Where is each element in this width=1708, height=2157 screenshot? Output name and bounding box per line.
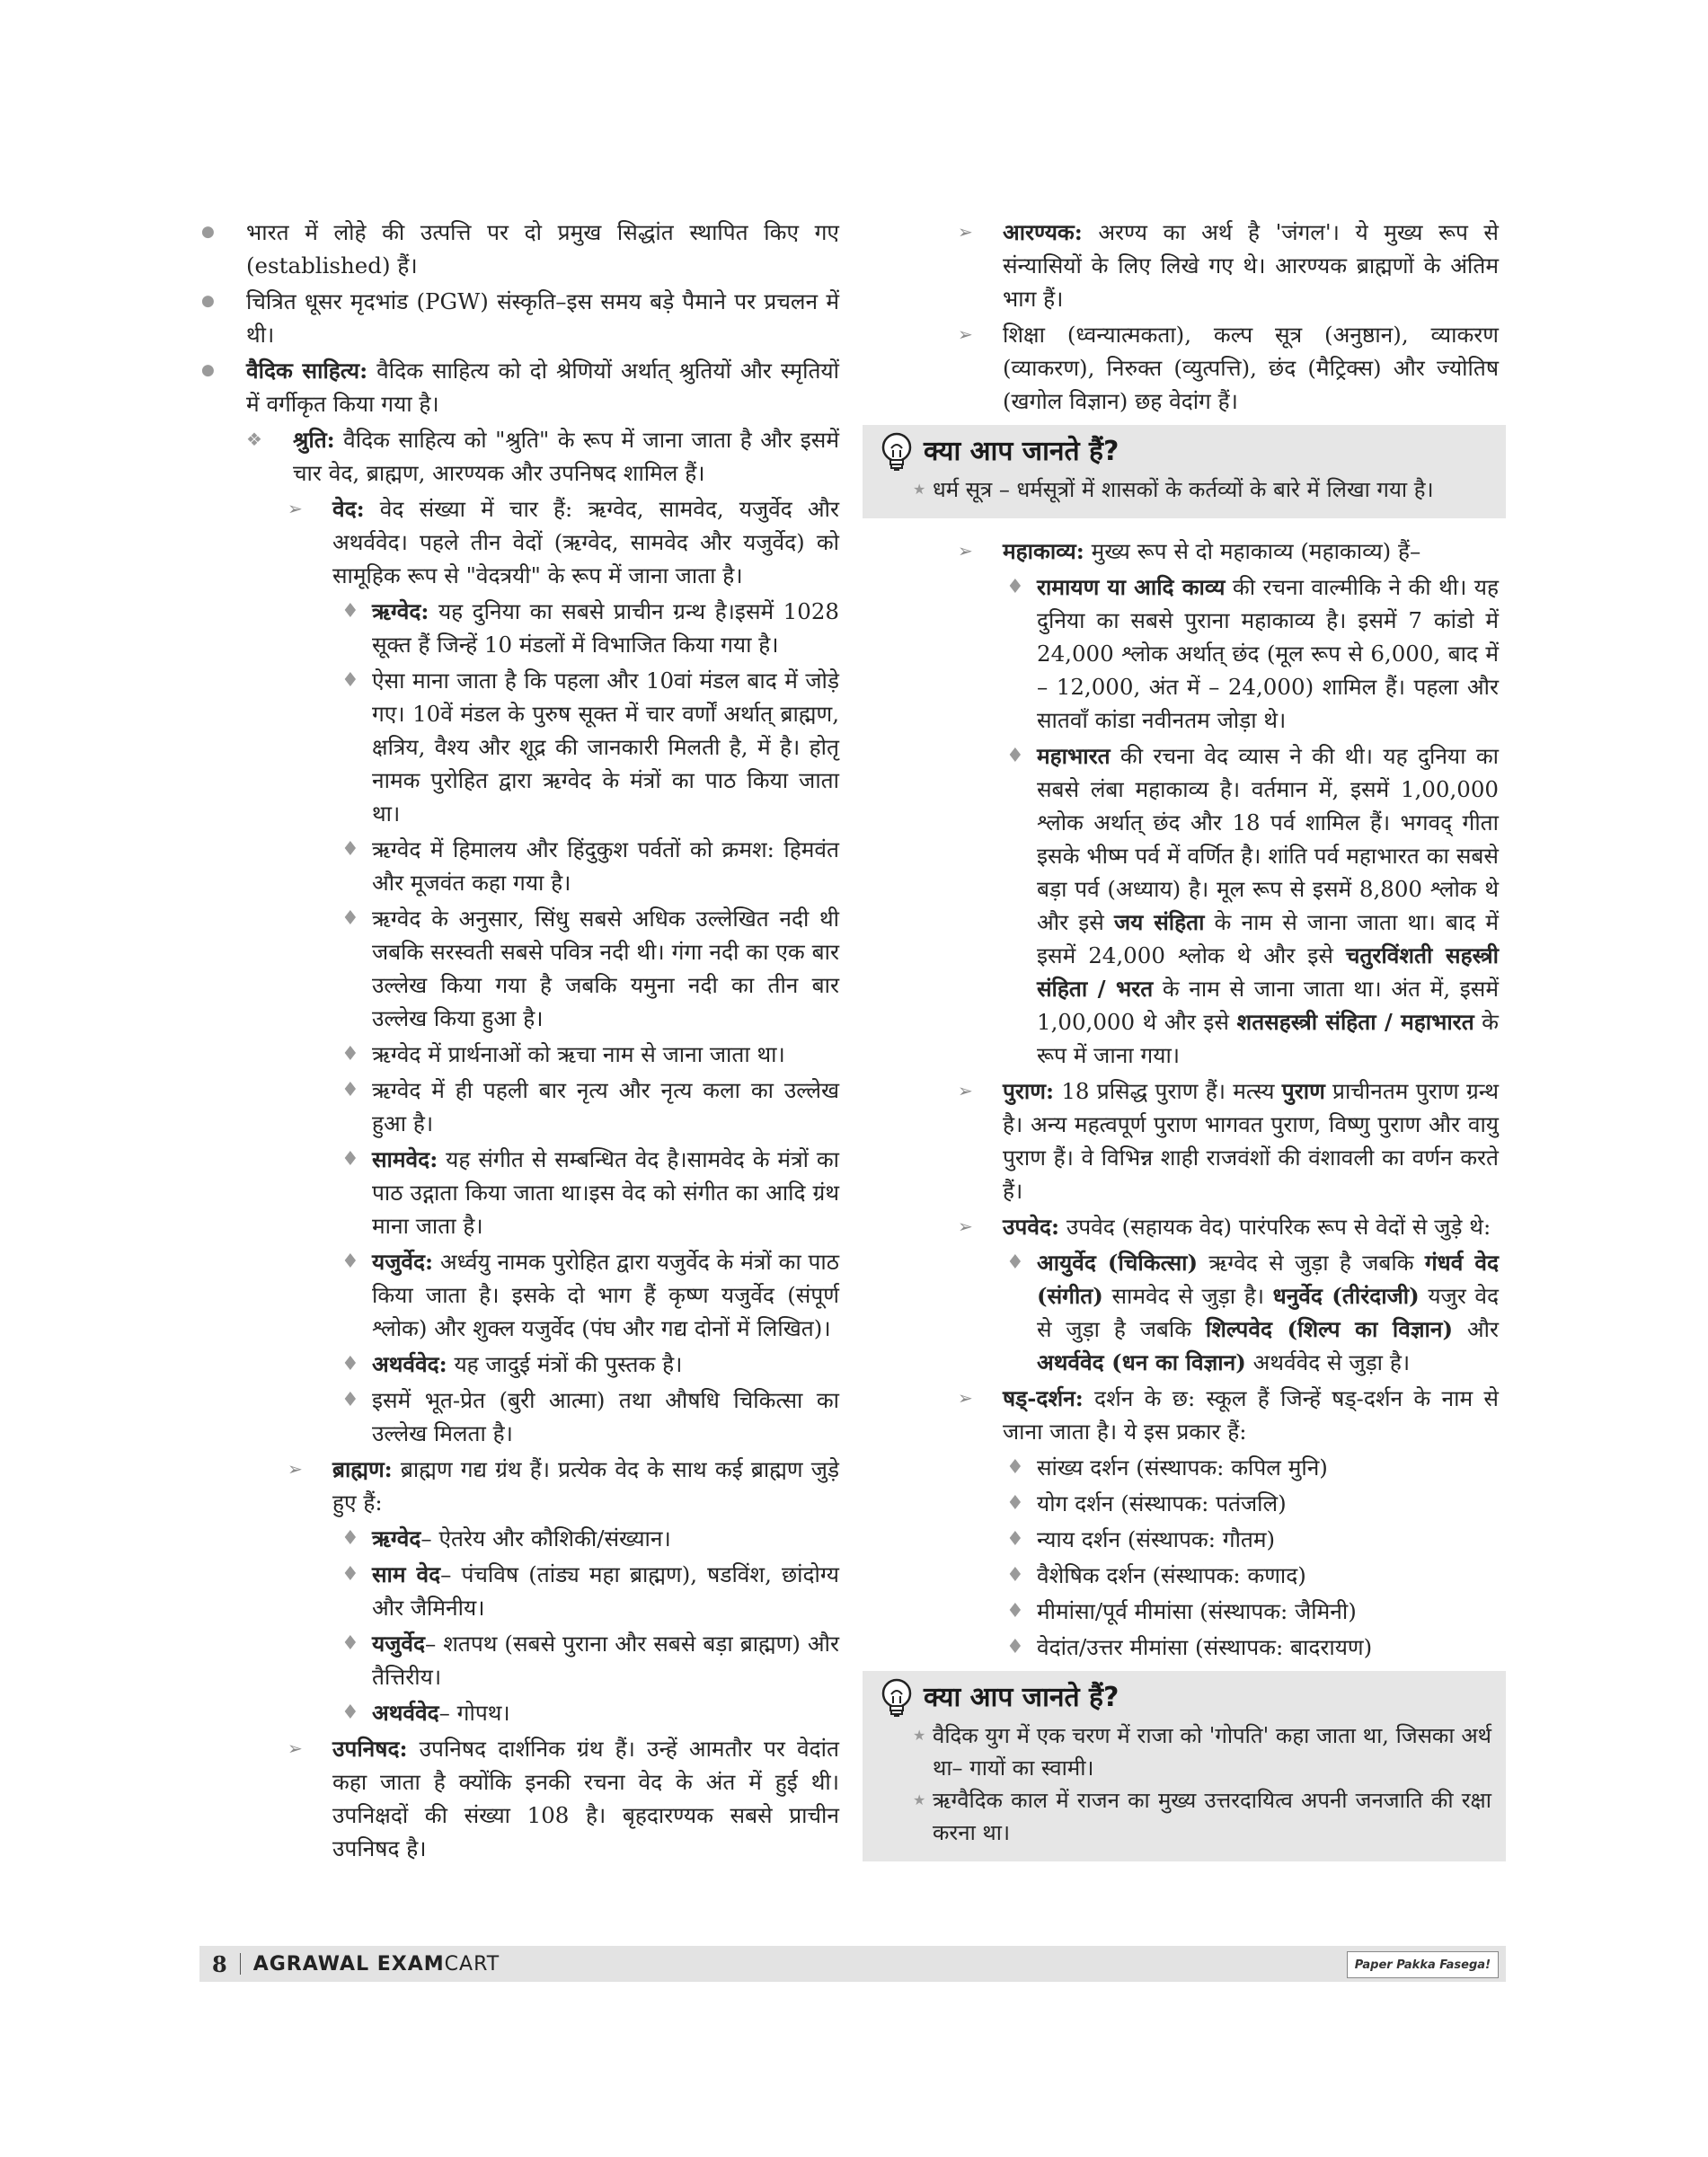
- list-item: [199, 1732, 839, 1865]
- list-item: ♦ ऐसा माना जाता है कि पहला और 10वां मंडल बाद में जोड़े गए। 10वें मंडल के पुरुष सूक्त में चार वर्णों अर्थात् ब्राह्मण, क्षत्रिय, वैश्य और शूद्र की जानकारी मिलती है, में है। होतृ नामक पुरोहित द्वारा ऋग्वेद के मंत्रों का पाठ किया जाता था।: [199, 664, 839, 830]
- definition: अरण्य का अर्थ है 'जंगल'। ये मुख्य रूप से संन्यासियों के लिए लिखे गए थे। आरण्यक ब्राह्मणों के अंतिम भाग हैं।: [1003, 219, 1499, 312]
- term: गंधर्व वेद (संगीत): [1037, 1250, 1499, 1309]
- term: जय संहिता: [1113, 909, 1205, 935]
- tagline-badge: Paper Pakka Fasega!: [1347, 1951, 1499, 1978]
- term: पुराण: [1281, 1078, 1325, 1104]
- list-item: ♦ योग दर्शन (संस्थापक: पतंजलि): [870, 1487, 1499, 1520]
- list-item: [199, 1696, 839, 1729]
- definition: मुख्य रूप से दो महाकाव्य (महाकाव्य) हैं–: [1084, 538, 1421, 564]
- list-item: [199, 1453, 839, 1519]
- term: अथर्ववेद:: [372, 1351, 447, 1377]
- term: धनुर्वेद (तीरंदाजी): [1272, 1283, 1420, 1309]
- right-column: [870, 216, 1499, 1878]
- definition: अर्ध्वयु नामक पुरोहित द्वारा यजुर्वेद के मंत्रों का पाठ किया जाता है। इसके दो भाग हैं कृष्ण यजुर्वेद (संपूर्ण श्लोक) और शुक्ल यजुर्वेद (पंघ और गद्य दोनों में लिखित)।: [372, 1249, 839, 1341]
- list-item: ♦ ऋग्वेद में प्रार्थनाओं को ऋचा नाम से जाना जाता था।: [199, 1038, 839, 1071]
- text: अथर्ववेद से जुड़ा है।: [1245, 1349, 1411, 1375]
- term: उपवेद:: [1003, 1214, 1060, 1240]
- box-item: ★ ऋग्वैदिक काल में राजन का मुख्य उत्तरदायित्व अपनी जनजाति की रक्षा करना था।: [877, 1784, 1491, 1849]
- text: और: [1453, 1316, 1500, 1342]
- list-item: [199, 1558, 839, 1624]
- text: प्राचीनतम पुराण ग्रन्थ है। अन्य महत्वपूर्ण पुराण भागवत पुराण, विष्णु पुराण और वायु पुराण हैं। वे विभिन्न शाही राजवंशों की वंशावली का वर्णन करते हैं।: [1003, 1078, 1499, 1204]
- list-item: [199, 423, 839, 490]
- definition: उपनिषद दार्शनिक ग्रंथ हैं। उन्हें आमतौर पर वेदांत कहा जाता है क्योंकि इनकी रचना वेद के अंत में हुई थी। उपनिक्षदों की संख्या 108 है। बृहदारण्यक सबसे प्राचीन उपनिषद है।: [332, 1736, 839, 1861]
- did-you-know-box: [863, 425, 1506, 518]
- brand-part: EXAM: [376, 1952, 445, 1976]
- box-title: क्या आप जानते हैं?: [924, 436, 1119, 467]
- term: षड्-दर्शन:: [1003, 1385, 1084, 1411]
- list-item: ♦ मीमांसा/पूर्व मीमांसा (संस्थापक: जैमिनी): [870, 1595, 1499, 1628]
- term: शतसहस्त्री संहिता / महाभारत: [1236, 1009, 1474, 1035]
- list-item: ♦ ऋग्वेद में हिमालय और हिंदुकुश पर्वतों को क्रमश: हिमवंत और मूजवंत कहा गया है।: [199, 833, 839, 899]
- list-item: ● चित्रित धूसर मृदभांड (PGW) संस्कृति–इस समय बड़े पैमाने पर प्रचलन में थी।: [199, 285, 839, 351]
- list-item: [870, 1382, 1499, 1448]
- term: ऋग्वेद:: [372, 598, 429, 624]
- text: के नाम से जाना जाता था। अंत में, इसमें 1,00,000 थे और इसे: [1037, 976, 1500, 1035]
- term: वेद:: [332, 496, 365, 522]
- list-item: [199, 1245, 839, 1345]
- definition: – गोपथ।: [438, 1700, 510, 1726]
- list-item: [199, 1348, 839, 1381]
- list-item: [870, 216, 1499, 315]
- did-you-know-box: [863, 1671, 1506, 1861]
- list-item: ♦ वेदांत/उत्तर मीमांसा (संस्थापक: बादरायण): [870, 1631, 1499, 1664]
- term: श्रुति:: [293, 427, 335, 453]
- term: अथर्ववेद: [372, 1700, 439, 1726]
- list-item: ♦ ऋग्वेद के अनुसार, सिंधु सबसे अधिक उल्लेखित नदी थी जबकि सरस्वती सबसे पवित्र नदी थी। गंगा नदी का एक बार उल्लेख किया गया है जबकि यमुना नदी का तीन बार उल्लेख किया हुआ है।: [199, 902, 839, 1035]
- term: शिल्पवेद (शिल्प का विज्ञान): [1205, 1316, 1454, 1342]
- page-number: 8: [212, 1950, 227, 1977]
- definition: वेद संख्या में चार हैं: ऋग्वेद, सामवेद, यजुर्वेद और अथर्ववेद। पहले तीन वेदों (ऋग्वेद, सामवेद और यजुर्वेद) को सामूहिक रूप से "वेदत्रयी" के रूप में जाना जाता है।: [332, 496, 839, 588]
- term: महाभारत: [1037, 743, 1111, 769]
- list-item: [199, 1522, 839, 1555]
- term: सामवेद:: [372, 1146, 438, 1172]
- term: अथर्ववेद (धन का विज्ञान): [1037, 1349, 1246, 1375]
- definition: वैदिक साहित्य को "श्रुति" के रूप में जाना जाता है और इसमें चार वेद, ब्राह्मण, आरण्यक और उपनिषद शामिल हैं।: [293, 427, 839, 486]
- brand-logo: [253, 1953, 500, 1976]
- term: आरण्यक:: [1003, 219, 1083, 245]
- list-item: ♦ ऋग्वेद में ही पहली बार नृत्य और नृत्य कला का उल्लेख हुआ है।: [199, 1074, 839, 1140]
- list-item: ♦ न्याय दर्शन (संस्थापक: गौतम): [870, 1523, 1499, 1556]
- list-item: [199, 1143, 839, 1242]
- box-header: [877, 430, 1491, 473]
- box-title: क्या आप जानते हैं?: [924, 1682, 1119, 1713]
- definition: वैदिक साहित्य को दो श्रेणियों अर्थात् श्रुतियों और स्मृतियों में वर्गीकृत किया गया है।: [246, 358, 839, 417]
- term: यजुर्वेद:: [372, 1249, 434, 1275]
- term: चतुरविंशती सहस्त्री संहिता / भरत: [1037, 942, 1499, 1002]
- list-item: [199, 595, 839, 661]
- list-item: [199, 354, 839, 420]
- term: ब्राह्मण:: [332, 1456, 393, 1482]
- list-item: [870, 1074, 1499, 1207]
- text: के रूप में जाना गया।: [1037, 1009, 1499, 1068]
- definition: दर्शन के छ: स्कूल हैं जिन्हें षड्-दर्शन के नाम से जाना जाता है। ये इस प्रकार हैं:: [1003, 1385, 1499, 1445]
- lightbulb-icon: [877, 430, 916, 473]
- text: सामवेद से जुड़ा है।: [1102, 1283, 1273, 1309]
- definition: यह दुनिया का सबसे प्राचीन ग्रन्थ है।इसमें 1028 सूक्त हैं जिन्हें 10 मंडलों में विभाजित किया गया है।: [372, 598, 839, 658]
- brand-part: CART: [444, 1952, 500, 1976]
- brand-part: AGRAWAL: [252, 1952, 377, 1976]
- list-item: [870, 739, 1499, 1072]
- term: पुराण:: [1003, 1078, 1055, 1104]
- text: यजुर वेद से जुड़ा है जबकि: [1037, 1283, 1499, 1342]
- box-item: ★ वैदिक युग में एक चरण में राजा को 'गोपति' कहा जाता था, जिसका अर्थ था– गायों का स्वामी।: [877, 1719, 1491, 1784]
- definition: यह जादुई मंत्रों की पुस्तक है।: [447, 1351, 683, 1377]
- list-item: [199, 492, 839, 592]
- text: 18 प्रसिद्ध पुराण हैं। मत्स्य: [1054, 1078, 1282, 1104]
- definition: – पंचविष (तांड्य महा ब्राह्मण), षडविंश, छांदोग्य और जैमिनीय।: [372, 1561, 839, 1621]
- term: महाकाव्य:: [1003, 538, 1084, 564]
- list-item: [870, 535, 1499, 568]
- footer-divider: [240, 1953, 241, 1975]
- list-item: [199, 1627, 839, 1693]
- term: आयुर्वेद (चिकित्सा): [1037, 1250, 1199, 1276]
- list-item: [870, 570, 1499, 737]
- definition: की रचना वाल्मीकि ने की थी। यह दुनिया का सबसे पुराना महाकाव्य है। इसमें 7 कांडो में 24,000 श्लोक अर्थात् छंद (मूल रूप से 6,000, बाद में – 12,000, अंत में – 24,000) शामिल हैं। पहला और सातवाँ कांडा नवीनतम जोड़ा थे।: [1037, 574, 1499, 733]
- list-item: [870, 1210, 1499, 1243]
- list-item: ♦ वैशेषिक दर्शन (संस्थापक: कणाद): [870, 1559, 1499, 1592]
- term: उपनिषद:: [332, 1736, 408, 1762]
- page-footer: [199, 1946, 1506, 1982]
- definition: यह संगीत से सम्बन्धित वेद है।सामवेद के मंत्रों का पाठ उद्गाता किया जाता था।इस वेद को संगीत का आदि ग्रंथ माना जाता है।: [372, 1146, 839, 1239]
- list-item: ● भारत में लोहे की उत्पत्ति पर दो प्रमुख सिद्धांत स्थापित किए गए (established) हैं।: [199, 216, 839, 282]
- list-item: ♦ सांख्य दर्शन (संस्थापक: कपिल मुनि): [870, 1451, 1499, 1484]
- text: की रचना वेद व्यास ने की थी। यह दुनिया का सबसे लंबा महाकाव्य है। वर्तमान में, इसमें 1,00,000 श्लोक अर्थात् छंद और 18 पर्व शामिल हैं। भगवद् गीता इसके भीष्म पर्व में वर्णित है। शांति पर्व महाभारत का सबसे बड़ा पर्व (अध्याय) है। मूल रूप से इसमें 8,800 श्लोक थे और इसे: [1037, 743, 1499, 935]
- box-item: ★ धर्म सूत्र – धर्मसूत्रों में शासकों के कर्तव्यों के बारे में लिखा गया है।: [877, 473, 1491, 506]
- lightbulb-icon: [877, 1676, 916, 1719]
- box-header: [877, 1676, 1491, 1719]
- term: ऋग्वेद: [372, 1525, 421, 1551]
- definition: उपवेद (सहायक वेद) पारंपरिक रूप से वेदों से जुड़े थे:: [1059, 1214, 1491, 1240]
- term: यजुर्वेद: [372, 1631, 426, 1657]
- list-item: [870, 1246, 1499, 1379]
- list-item: ➢ शिक्षा (ध्वन्यात्मकता), कल्प सूत्र (अनुष्ठान), व्याकरण (व्याकरण), निरुक्त (व्युत्पत्ति), छंद (मैट्रिक्स) और ज्योतिष (खगोल विज्ञान) छह वेदांग हैं।: [870, 318, 1499, 418]
- definition: – ऐतरेय और कौशिकी/संख्यान।: [420, 1525, 671, 1551]
- list-item: ♦ इसमें भूत-प्रेत (बुरी आत्मा) तथा औषधि चिकित्सा का उल्लेख मिलता है।: [199, 1383, 839, 1450]
- term: साम वेद: [372, 1561, 441, 1587]
- text: ऋग्वेद से जुड़ा है जबकि: [1198, 1250, 1425, 1276]
- definition: ब्राह्मण गद्य ग्रंथ हैं। प्रत्येक वेद के साथ कई ब्राह्मण जुड़े हुए हैं:: [332, 1456, 839, 1516]
- left-column: [199, 216, 839, 1868]
- term: वैदिक साहित्य:: [246, 358, 368, 384]
- text: के नाम से जाना जाता था। बाद में इसमें 24,000 श्लोक थे और इसे: [1037, 909, 1499, 968]
- term: रामायण या आदि काव्य: [1037, 574, 1226, 600]
- definition: – शतपथ (सबसे पुराना और सबसे बड़ा ब्राह्मण) और तैत्तिरीय।: [372, 1631, 839, 1690]
